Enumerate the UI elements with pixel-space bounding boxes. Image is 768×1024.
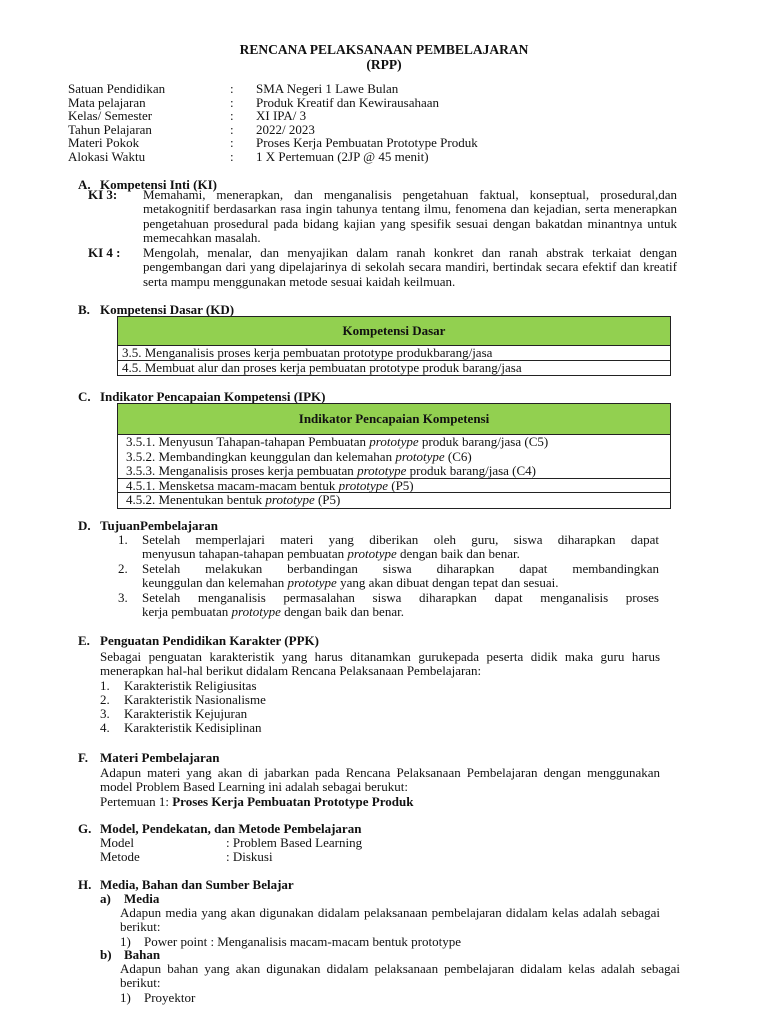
section-e-heading: E. Penguatan Pendidikan Karakter (PPK) (78, 633, 319, 648)
list-item: 2. Karakteristik Nasionalisme (100, 692, 266, 707)
ki3-text: Memahami, menerapkan, dan menganalisis pengetahuan faktual, konseptual, prosedural,dan metakognitif berdasarkan rasa ingin tahunya tentang ilmu, fenomena dan kejadian, serta menerapkan pengetahuan prosedural pada bidang kajian yang spesifik sesuai dengan bakatdan minantnya untuk memecahkan masalah. (143, 187, 677, 245)
table-row: 3.5.3. Menganalisis proses kerja pembuatan prototype produk barang/jasa (C4) (118, 464, 670, 479)
ki4-text: Mengolah, menalar, dan menyajikan dalam ranah konkret dan ranah abstrak terkaiat dengan pengembangan dari yang dipelajarinya di sekolah secara mandiri, bertindak secara efektif dan kreatif serta mampu menggunakan metode sesuai kaidah keilmuan. (143, 245, 677, 289)
table-row: 3.5.1. Menyusun Tahapan-tahapan Pembuatan prototype produk barang/jasa (C5) (126, 434, 549, 449)
identity-value: 1 X Pertemuan (2JP @ 45 menit) (256, 148, 429, 164)
table-row: 3.5. Menganalisis proses kerja pembuatan prototype produkbarang/jasa (118, 346, 670, 361)
document-subtitle: (RPP) (366, 57, 402, 72)
bahan-heading: b) Bahan (100, 947, 161, 962)
identity-value: XI IPA/ 3 (256, 108, 307, 123)
ki4-label: KI 4 : (88, 245, 121, 260)
section-a-heading: A. Kompetensi Inti (KI) (78, 177, 217, 192)
identity-label: Tahun Pelajaran (68, 121, 152, 137)
media-heading: a) Media (100, 891, 160, 906)
section-d-heading: D. TujuanPembelajaran (78, 518, 218, 533)
identity-label: Alokasi Waktu (68, 148, 146, 164)
media-text: Adapun media yang akan digunakan didalam pelaksanaan pembelajaran didalam kelas adalah sebagai berikut: (120, 905, 660, 935)
ipk-table (117, 403, 671, 509)
table-header: Kompetensi Dasar (118, 317, 670, 346)
materi-text: Adapun materi yang akan di jabarkan pada Rencana Pelaksanaan Pembelajaran dengan menggunakan model Problem Based Learning ini adalah sebagai berukut: (100, 765, 660, 795)
identity-label: Mata pelajaran (68, 94, 146, 110)
table-row: 3.5.2. Membandingkan keunggulan dan kelemahan prototype (C6) (126, 448, 472, 464)
document-title: RENCANA PELAKSANAAN PEMBELAJARAN (239, 42, 529, 57)
identity-value: SMA Negeri 1 Lawe Bulan (256, 81, 399, 96)
identity-label: Kelas/ Semester (68, 108, 153, 123)
list-item: 1. Setelah memperlajari materi yang diberikan oleh guru, siswa diharapkan dapat menyusun tahapan-tahapan pembuatan prototype dengan baik dan benar. (118, 532, 659, 562)
list-item: 3. Karakteristik Kejujuran (100, 706, 248, 721)
identity-label: Satuan Pendidikan (68, 81, 166, 96)
list-item: 3. Setelah menganalisis permasalahan siswa diharapkan dapat menganalisis proses kerja pembuatan prototype dengan baik dan benar. (118, 590, 659, 620)
identity-value: 2022/ 2023 (256, 121, 315, 137)
list-item: 1) Proyektor (120, 990, 196, 1005)
section-c-heading: C. Indikator Pencapaian Kompetensi (IPK) (78, 389, 326, 404)
table-row: 4.5.2. Menentukan bentuk prototype (P5) (126, 492, 341, 507)
table-row: 4.5. Membuat alur dan proses kerja pembuatan prototype produk barang/jasa (122, 359, 522, 375)
list-item: 2. Setelah melakukan berbandingan siswa diharapkan dapat membandingkan keunggulan dan kelemahan prototype yang akan dibuat dengan tepat dan sesuai. (118, 561, 659, 591)
section-f-heading: F. Materi Pembelajaran (78, 750, 220, 765)
section-b-heading: B. Kompetensi Dasar (KD) (78, 302, 235, 317)
section-g-heading: G. Model, Pendekatan, dan Metode Pembelajaran (78, 821, 362, 836)
rpp-document-page: RENCANA PELAKSANAAN PEMBELAJARAN (RPP) Satuan Pendidikan : SMA Negeri 1 Lawe Bulan Mata pelajaran : Produk Kreatif dan Kewirausahaan Kelas/ Semester : XI IPA/ 3 Tahun Pelajaran : 2022/ 2023 Materi Pokok : Proses Kerja Pembuatan Prototype Produk Alokasi Waktu : 1 X Pertemuan (2JP @ 45 menit) A. Kompetensi Inti (KI) KI 3: Memahami, menerapkan, dan menganalisis pengetahuan faktual, konseptual, prosedural,dan metakognitif berdasarkan rasa ingin tahunya tentang ilmu, fenomena dan kejadian, serta menerapkan pengetahuan prosedural pada bidang kajian yang spesifik sesuai dengan bakatdan minantnya untuk memecahkan masalah. KI 4 : Mengolah, menalar, dan menyajikan dalam ranah konkret dan ranah abstrak terkaiat dengan pengembangan dari yang dipelajarinya di sekolah secara mandiri, bertindak secara efektif dan kreatif serta mampu menggunakan metode sesuai kaidah keilmuan. B. Kompetensi Dasar (KD) Kompetensi Dasar 3.5. Menganalisis proses kerja pembuatan prototype produkbarang/jasa 4.5. Membuat alur dan proses kerja pembuatan prototype produk barang/jasa C. Indikator Pencapaian Kompetensi (IPK) Indikator Pencapaian Kompetensi 3.5.1. Menyusun Tahapan-tahapan Pembuatan prototype produk barang/jasa (C5) 3.5.2. Membandingkan keunggulan dan kelemahan prototype (C6) 3.5.3. Menganalisis proses kerja pembuatan prototype produk barang/jasa (C4) 4.5.1. Mensketsa macam-macam bentuk prototype (P5) 4.5.2. Menentukan bentuk prototype (P5) D. TujuanPembelajaran 1. Setelah memperlajari materi yang diberikan oleh guru, siswa diharapkan dapat menyusun tahapan-tahapan pembuatan prototype dengan baik dan benar. 2. Setelah melakukan berbandingan siswa diharapkan dapat membandingkan keunggulan dan kelemahan prototype yang akan dibuat dengan tepat dan sesuai. 3. Setelah menganalisis permasalahan siswa diharapkan dapat menganalisis proses kerja pembuatan prototype dengan baik dan benar. E. Penguatan Pendidikan Karakter (PPK) Sebagai penguatan karakteristik yang harus ditanamkan gurukepada peserta didik maka guru harus menerapkan hal-hal berikut didalam Rencana Pelaksanaan Pembelajaran: 1. Karakteristik Religiusitas 2. Karakteristik Nasionalisme 3. Karakteristik Kejujuran 4. Karakteristik Kedisiplinan F. Materi Pembelajaran Adapun materi yang akan di jabarkan pada Rencana Pelaksanaan Pembelajaran dengan menggunakan model Problem Based Learning ini adalah sebagai berukut: Pertemuan 1: Proses Kerja Pembuatan Prototype Produk G. Model, Pendekatan, dan Metode Pembelajaran Model : Problem Based Learning Metode : Diskusi H. Media, Bahan dan Sumber Belajar a) Media Adapun media yang akan digunakan didalam pelaksanaan pembelajaran didalam kelas adalah sebagai berikut: 1) Power point : Menganalisis macam-macam bentuk prototype b) Bahan Adapun bahan yang akan digunakan didalam pelaksanaan pembelajaran didalam kelas adalah sebagai berikut: 1) Proyektor (0, 0, 768, 1024)
ppk-intro: Sebagai penguatan karakteristik yang harus ditanamkan gurukepada peserta didik maka guru harus menerapkan hal-hal berikut didalam Rencana Pelaksanaan Pembelajaran: (100, 649, 660, 679)
identity-value: Proses Kerja Pembuatan Prototype Produk (256, 135, 478, 150)
kompetensi-dasar-table (117, 316, 671, 376)
meeting-line: Pertemuan 1: Proses Kerja Pembuatan Prototype Produk (100, 794, 414, 809)
ki3-label: KI 3: (88, 187, 118, 202)
identity-value: Produk Kreatif dan Kewirausahaan (256, 94, 440, 110)
table-header: Indikator Pencapaian Kompetensi (118, 404, 670, 435)
bahan-text: Adapun bahan yang akan digunakan didalam pelaksanaan pembelajaran didalam kelas adalah sebagai berikut: (120, 961, 680, 991)
list-item: 1) Power point : Menganalisis macam-macam bentuk prototype (120, 934, 461, 949)
section-h-heading: H. Media, Bahan dan Sumber Belajar (78, 877, 294, 892)
list-item: 4. Karakteristik Kedisiplinan (100, 720, 262, 735)
list-item: 1. Karakteristik Religiusitas (100, 678, 257, 693)
table-row: 4.5.1. Mensketsa macam-macam bentuk prototype (P5) (118, 479, 670, 494)
identity-label: Materi Pokok (68, 135, 140, 150)
